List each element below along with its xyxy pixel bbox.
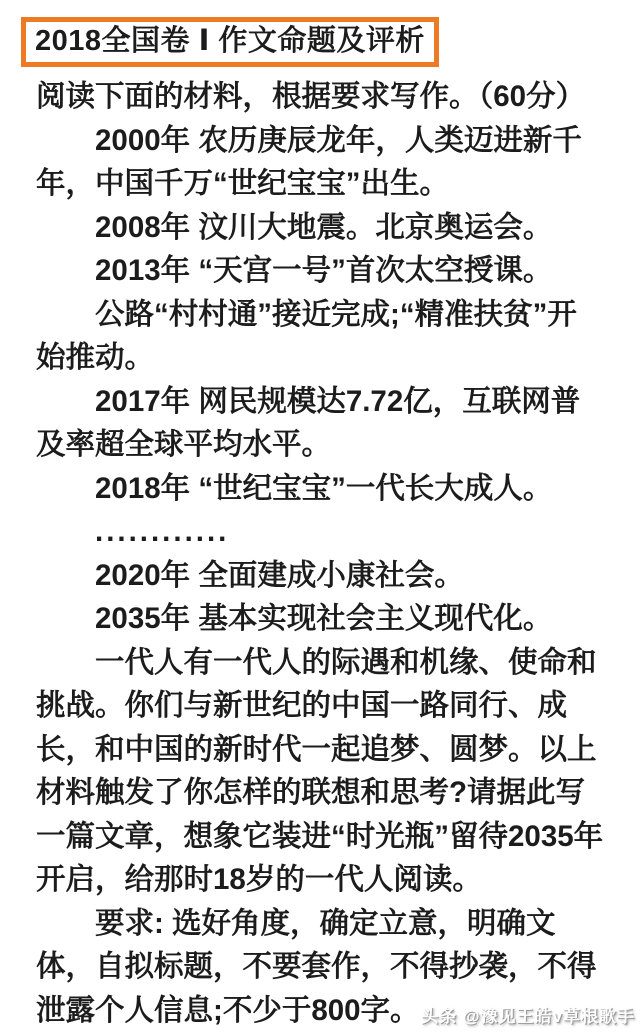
material-line-2013: 2013年 “天宫一号”首次太空授课。 bbox=[95, 254, 553, 288]
material-line-2020: 2020年 全面建成小康社会。 bbox=[95, 558, 464, 592]
page-title: 2018全国卷 Ⅰ 作文命题及评析 bbox=[35, 25, 425, 57]
requirements-paragraph: 要求: 选好角度，确定立意，明确文体，自拟标题，不要套作，不得抄袭，不得泄露个人信息;不少于800字。 bbox=[36, 906, 597, 1027]
ellipsis-line: ............ bbox=[95, 515, 230, 549]
material-line-2018: 2018年 “世纪宝宝”一代长大成人。 bbox=[95, 471, 553, 505]
material-line-2008: 2008年 汶川大地震。北京奥运会。 bbox=[95, 210, 553, 244]
material-line-2000: 2000年 农历庚辰龙年，人类迈进新千年，中国千万“世纪宝宝”出生。 bbox=[36, 123, 582, 201]
material-line-roads: 公路“村村通”接近完成;“精准扶贫”开始推动。 bbox=[36, 297, 577, 375]
watermark: 头条 @豫见王皓v草根歌手 bbox=[421, 1007, 635, 1026]
intro-line: 阅读下面的材料，根据要求写作。（60分） bbox=[36, 80, 586, 114]
title-highlight-box bbox=[21, 17, 439, 67]
prompt-paragraph: 一代人有一代人的际遇和机缘、使命和挑战。你们与新世纪的中国一路同行、成长，和中国的新时代一起追梦、圆梦。以上材料触发了你怎样的联想和思考?请据此写一篇文章，想象它装进“时光瓶”留待2035年开启，给那时18岁的一代人阅读。 bbox=[36, 645, 604, 897]
material-line-2035: 2035年 基本实现社会主义现代化。 bbox=[95, 602, 553, 636]
material-line-2017: 2017年 网民规模达7.72亿，互联网普及率超全球平均水平。 bbox=[36, 384, 581, 462]
